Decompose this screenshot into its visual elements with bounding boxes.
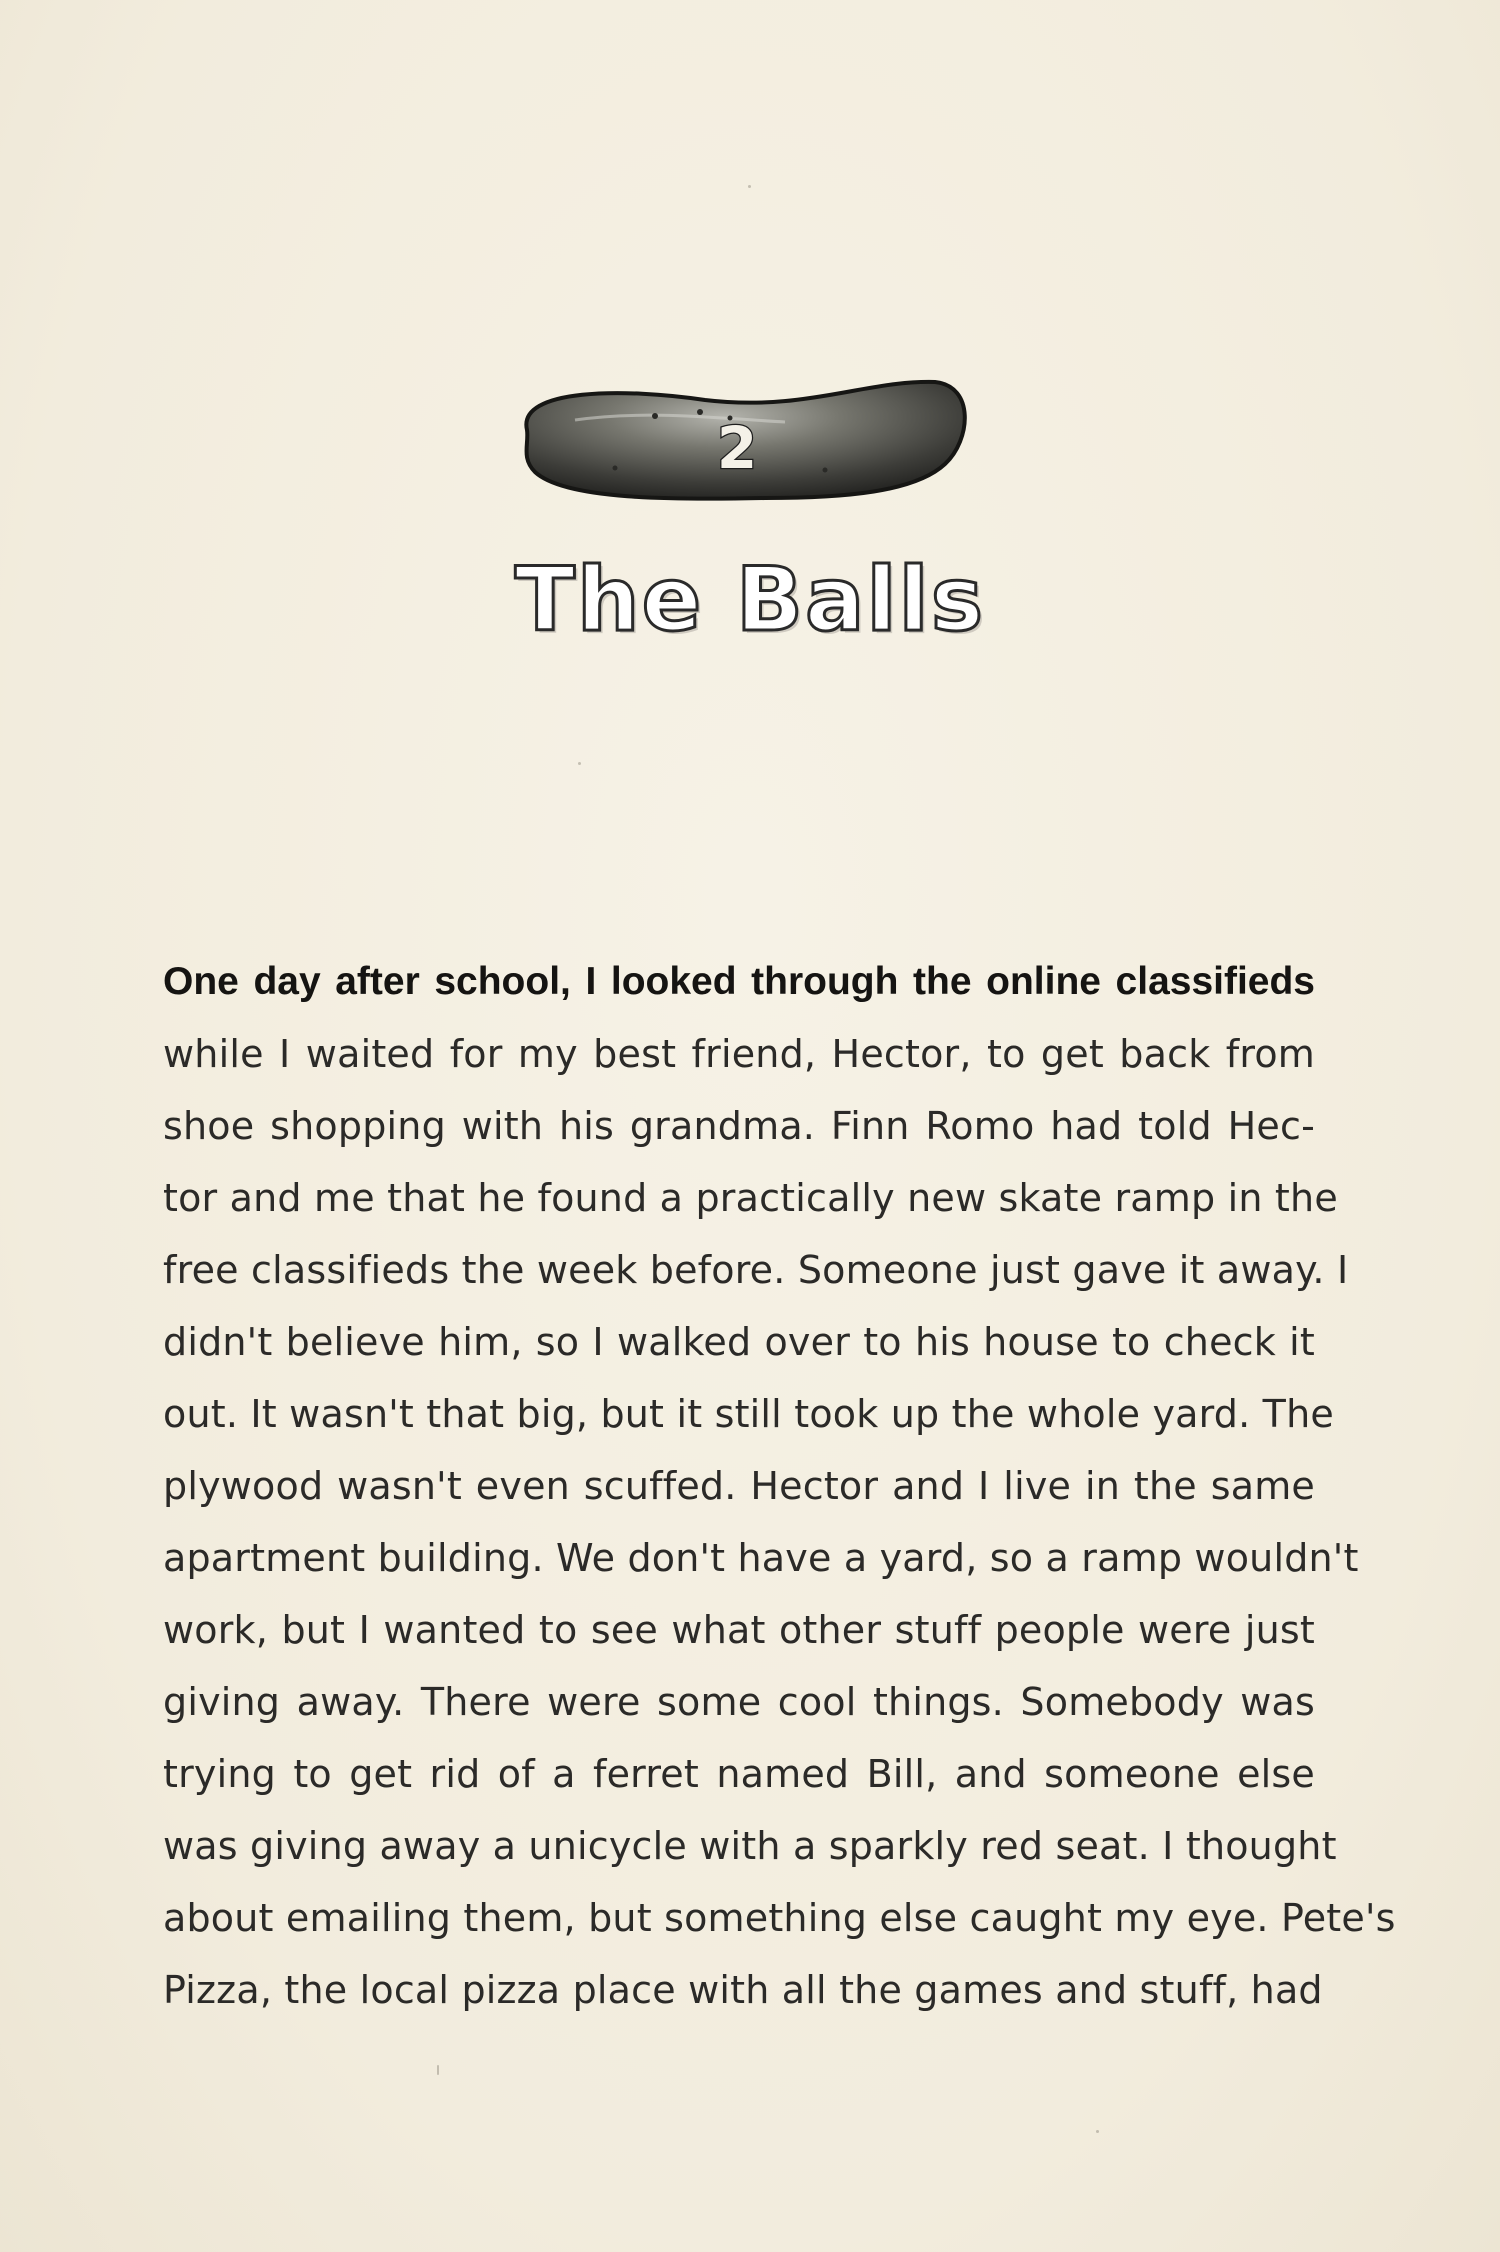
- text-line: work, but I wanted to see what other stuff people were just: [163, 1608, 1315, 1652]
- chapter-title: The Balls: [514, 548, 986, 651]
- text-line: didn't believe him, so I walked over to his house to check it: [163, 1320, 1315, 1364]
- paper-speck: [748, 185, 751, 188]
- text-line: shoe shopping with his grandma. Finn Romo had told Hec-: [163, 1104, 1315, 1148]
- text-line: free classifieds the week before. Someone just gave it away. I: [163, 1248, 1349, 1292]
- paper-speck: [1096, 2130, 1099, 2133]
- text-line: tor and me that he found a practically new skate ramp in the: [163, 1176, 1338, 1220]
- pickle-icon: [505, 360, 975, 520]
- text-line: plywood wasn't even scuffed. Hector and I live in the same: [163, 1464, 1315, 1508]
- text-line: was giving away a unicycle with a sparkly red seat. I thought: [163, 1824, 1337, 1868]
- text-line: while I waited for my best friend, Hector, to get back from: [163, 1032, 1315, 1076]
- text-line: One day after school, I looked through the online classifieds: [163, 960, 1315, 1003]
- text-line: Pizza, the local pizza place with all the games and stuff, had: [163, 1968, 1323, 2012]
- pickle-bump: [823, 468, 828, 473]
- text-line: giving away. There were some cool things. Somebody was: [163, 1680, 1315, 1724]
- pickle-bump: [613, 466, 618, 471]
- paper-speck: [437, 2065, 439, 2075]
- text-line: apartment building. We don't have a yard, so a ramp wouldn't: [163, 1536, 1359, 1580]
- chapter-number: 2: [716, 414, 758, 482]
- pickle-graphic: [505, 360, 975, 520]
- text-line: about emailing them, but something else caught my eye. Pete's: [163, 1896, 1396, 1940]
- paper-speck: [578, 762, 581, 765]
- text-line: trying to get rid of a ferret named Bill, and someone else: [163, 1752, 1315, 1796]
- pickle-bump: [652, 413, 658, 419]
- body-text: [163, 946, 1396, 2026]
- text-line: out. It wasn't that big, but it still took up the whole yard. The: [163, 1392, 1334, 1436]
- pickle-bump: [697, 409, 703, 415]
